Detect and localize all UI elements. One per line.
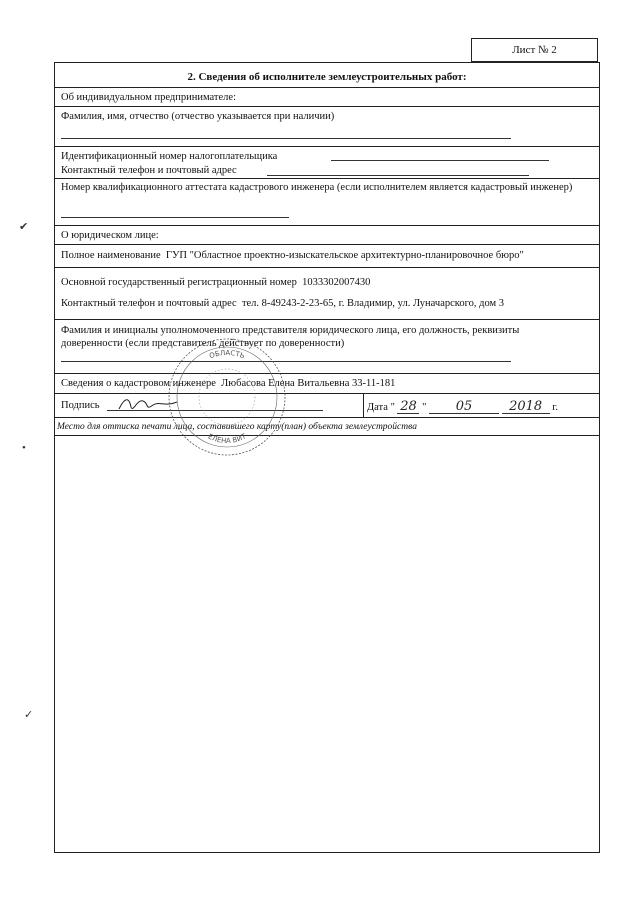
date-year-suffix: г. [552, 402, 559, 413]
section-title: 2. Сведения об исполнителе землеустроительных работ: [187, 71, 467, 83]
ogrn-value: 1033302007430 [302, 277, 371, 288]
date-row [367, 401, 558, 414]
legal-contact-value: тел. 8-49243-2-23-65, г. Владимир, ул. Луначарского, дом 3 [241, 298, 505, 309]
stamp-text-bottom: ЕЛЕНА ВИТ [206, 432, 248, 446]
divider [55, 319, 599, 320]
cert-label: Номер квалификационного аттестата кадастрового инженера (если исполнителем является кадастровый инженер) [61, 182, 573, 193]
divider [55, 435, 599, 436]
sheet-label: Лист № 2 [512, 44, 557, 56]
margin-mark: ✓ [24, 709, 34, 721]
divider [55, 106, 599, 107]
stamp-text-top: ОБЛАСТЬ [208, 348, 246, 361]
legal-name-row [61, 249, 524, 262]
legal-heading: О юридическом лице: [61, 230, 159, 241]
individual-heading: Об индивидуальном предпринимателе: [61, 92, 236, 103]
divider [55, 244, 599, 245]
ogrn-label: Основной государственный регистрационный номер [61, 277, 297, 288]
divider [55, 225, 599, 226]
form-frame [54, 62, 600, 853]
divider [55, 146, 599, 147]
engineer-label: Сведения о кадастровом инженере [61, 378, 216, 389]
sheet-number [471, 38, 598, 62]
date-quote-close: " [422, 402, 427, 413]
divider [55, 178, 599, 179]
ogrn-row [61, 276, 370, 289]
divider [55, 373, 599, 374]
date-day: 28 [397, 401, 419, 414]
divider [55, 417, 599, 418]
stamp-note: Место для оттиска печати лица, составившего карту(план) объекта землеустройства [57, 422, 417, 432]
fio-field-line [61, 138, 511, 139]
legal-contact-row [61, 297, 504, 310]
margin-mark: • [22, 442, 26, 454]
legal-name-label: Полное наименование [61, 250, 161, 261]
fio-label: Фамилия, имя, отчество (отчество указывается при наличии) [61, 111, 335, 122]
date-label: Дата [367, 402, 388, 413]
legal-contact-label: Контактный телефон и почтовый адрес [61, 298, 237, 309]
date-year: 2018 [502, 401, 550, 414]
signature-label: Подпись [61, 400, 100, 411]
rep-label: Фамилия и инициалы уполномоченного представителя юридического лица, его должность, реквизиты доверенности (если представитель действует по доверенности) [61, 325, 520, 349]
date-month: 05 [429, 401, 499, 414]
engineer-value: Любасова Елена Витальевна 33-11-181 [221, 378, 396, 389]
date-quote-open: " [390, 402, 395, 413]
round-stamp [165, 335, 289, 459]
divider [55, 87, 599, 88]
individual-contact-field-line [267, 175, 529, 176]
margin-mark: ✔ [19, 221, 29, 233]
divider [55, 267, 599, 268]
svg-text:ЕЛЕНА ВИТ [207, 432, 248, 445]
individual-contact-label: Контактный телефон и почтовый адрес [61, 165, 237, 176]
svg-text:ОБЛАСТЬ [208, 349, 246, 360]
inn-field-line [331, 160, 549, 161]
date-divider [363, 393, 364, 417]
inn-label: Идентификационный номер налогоплательщика [61, 151, 278, 162]
cert-field-line [61, 217, 289, 218]
legal-name-value: ГУП "Областное проектно-изыскательское архитектурно-планировочное бюро" [165, 250, 524, 261]
